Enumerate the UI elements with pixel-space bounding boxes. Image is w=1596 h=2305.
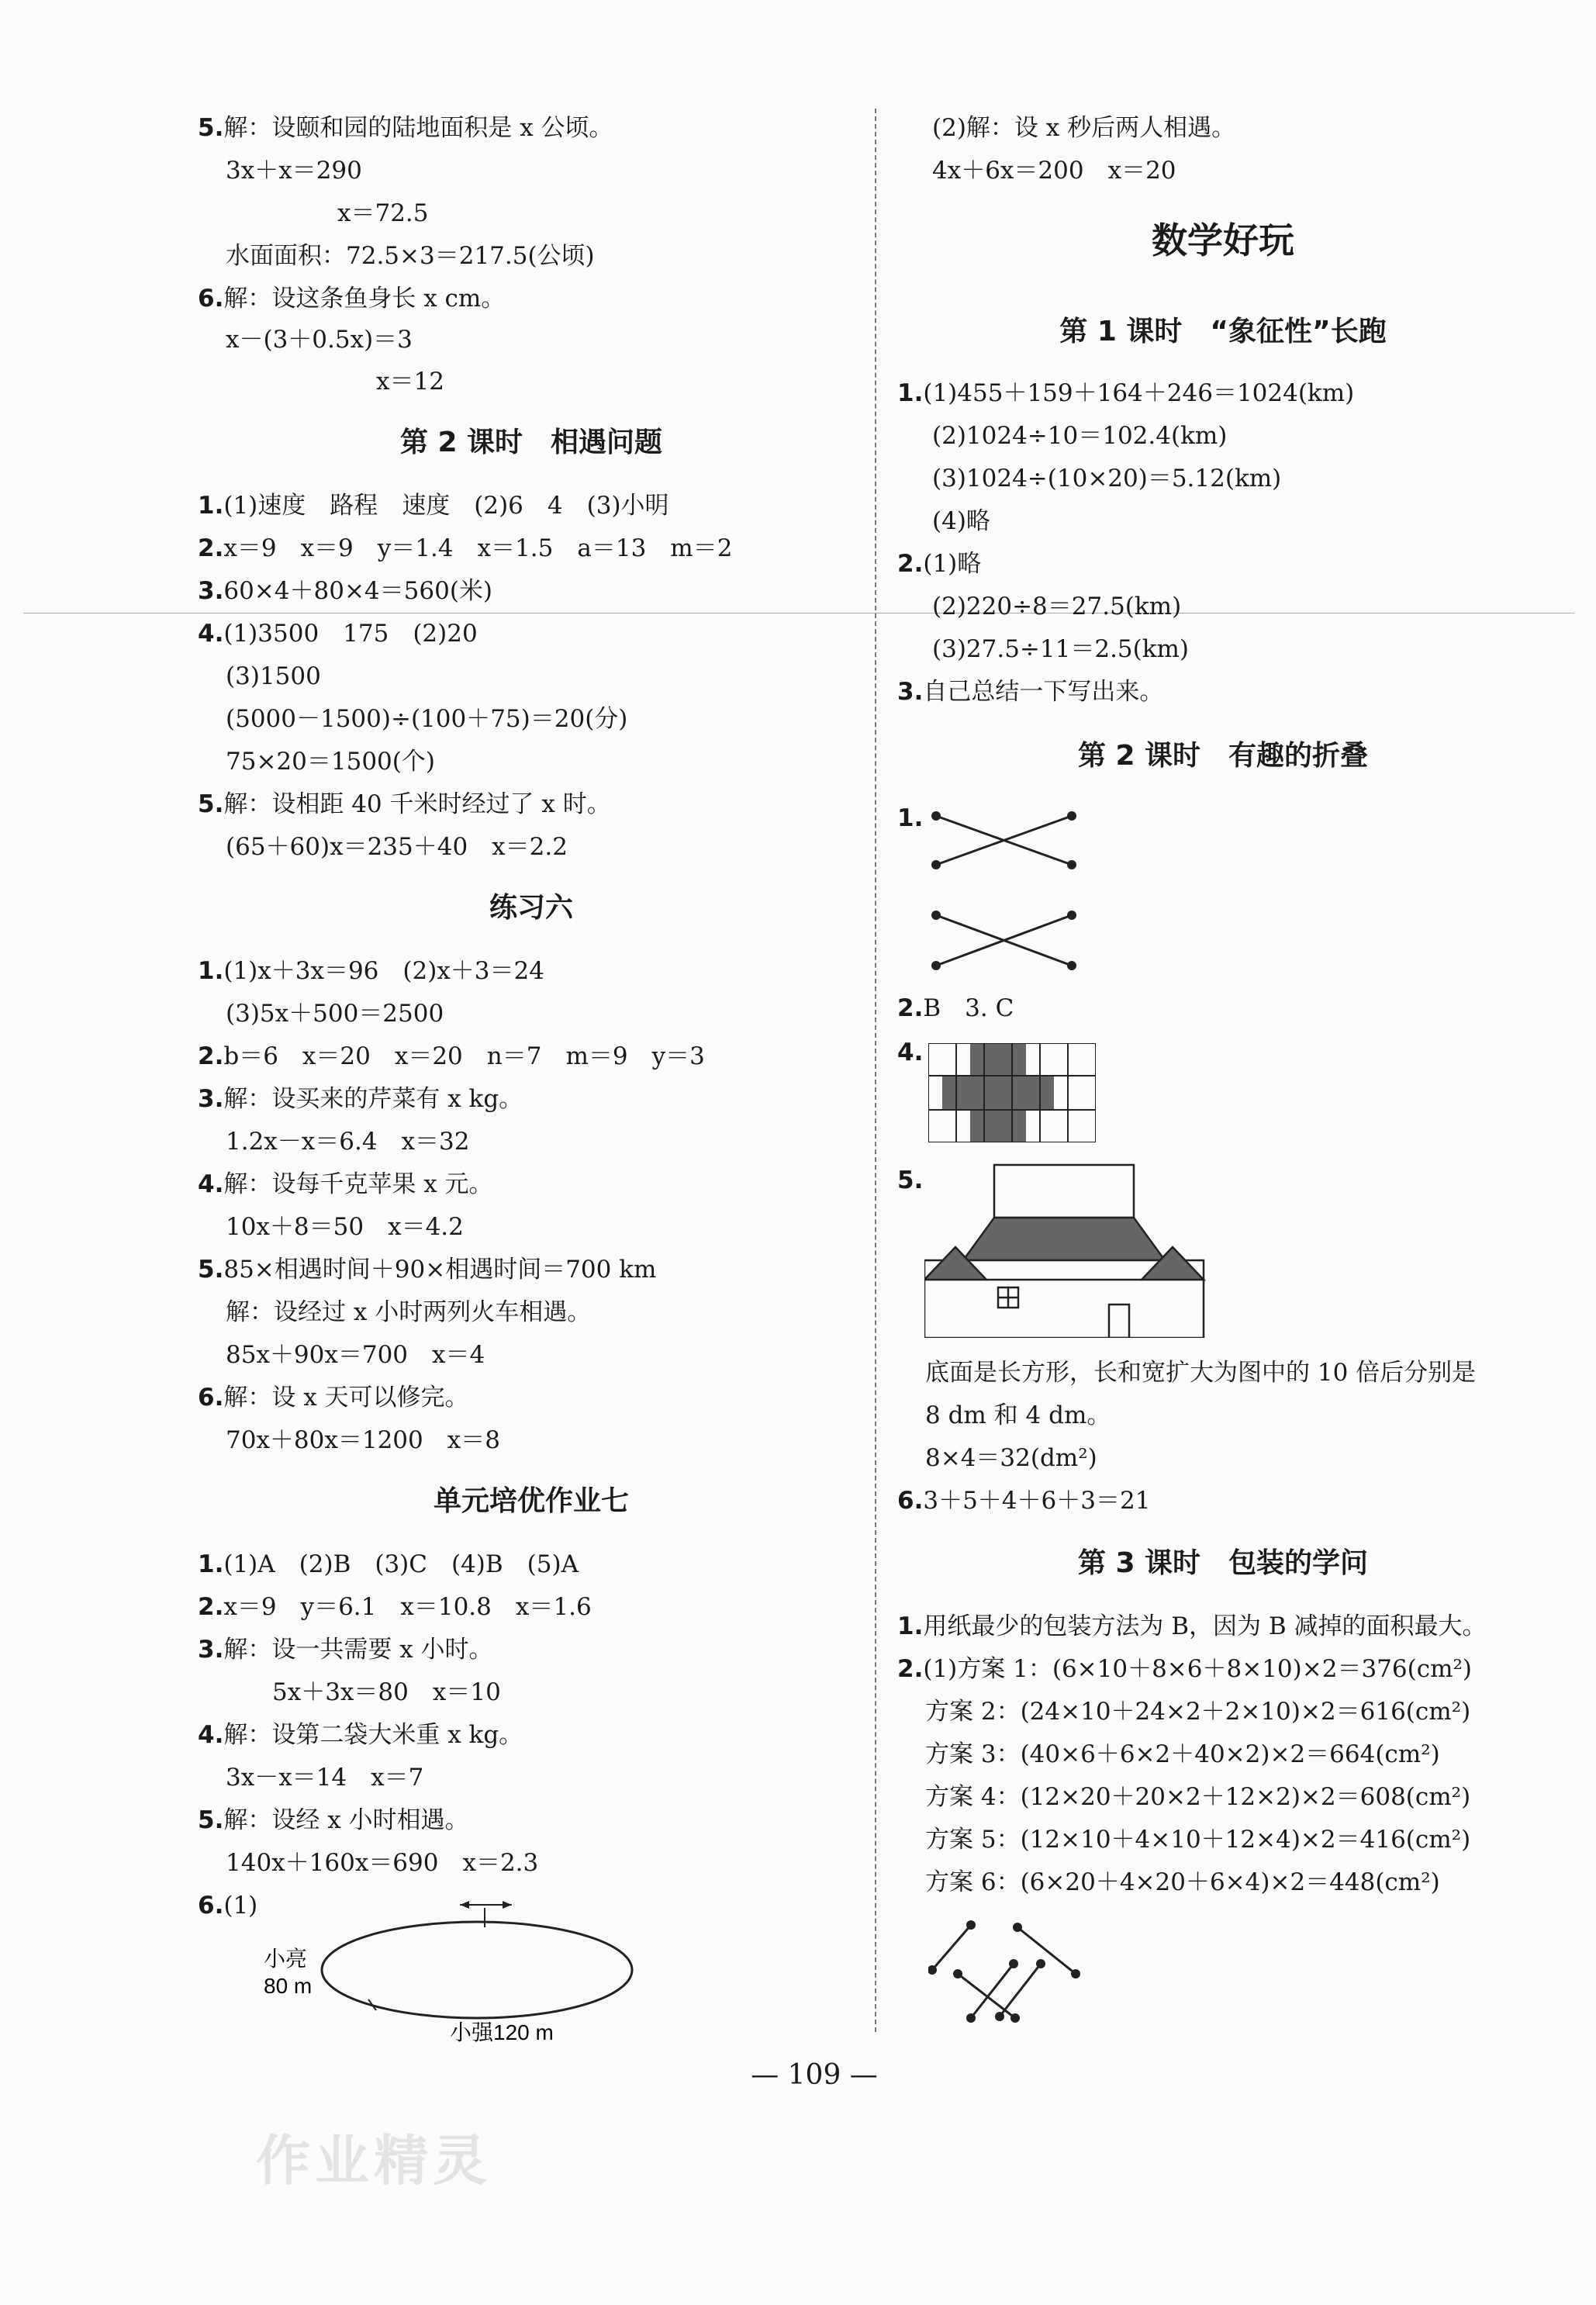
answer-line: 4x＋6x＝200 x＝20: [932, 157, 1176, 185]
answer-line: 1.2x－x＝6.4 x＝32: [226, 1128, 470, 1156]
answer-line: 1.(1)速度 路程 速度 (2)6 4 (3)小明: [198, 492, 669, 520]
page-number: — 109 —: [751, 2059, 878, 2091]
answer-line: 2.x＝9 x＝9 y＝1.4 x＝1.5 a＝13 m＝2: [198, 534, 733, 562]
answer-line: 3.60×4＋80×4＝560(米): [198, 577, 493, 605]
chapter-title: 数学好玩: [1152, 219, 1294, 261]
answer-line: x－(3＋0.5x)＝3: [226, 326, 413, 354]
answer-line: (2)1024÷10＝102.4(km): [932, 422, 1228, 450]
folding-crossed-lines-figure: [924, 799, 1080, 977]
answer-line: 5.解：设相距 40 千米时经过了 x 时。: [198, 790, 611, 818]
section-heading: 练习六: [489, 892, 573, 924]
answer-line: 70x＋80x＝1200 x＝8: [226, 1426, 500, 1454]
answer-line: 3.解：设一共需要 x 小时。: [198, 1636, 493, 1664]
answer-line: (4)略: [932, 507, 990, 535]
running-track-diagram: [260, 1885, 648, 2048]
answer-line: 3x＋x＝290: [226, 157, 362, 185]
answer-line: (2)220÷8＝27.5(km): [932, 593, 1182, 620]
answer-line: 2.x＝9 y＝6.1 x＝10.8 x＝1.6: [198, 1593, 592, 1621]
track-label: 小强120 m: [450, 2020, 554, 2044]
answer-line: 1.(1)x＋3x＝96 (2)x＋3＝24: [198, 957, 544, 985]
answer-line: 1.: [897, 804, 924, 832]
track-label: 小亮: [264, 1947, 308, 1971]
answer-line: 方案 2：(24×10＋24×2＋2×10)×2＝616(cm²): [925, 1698, 1471, 1726]
answer-line: 方案 4：(12×20＋20×2＋12×2)×2＝608(cm²): [925, 1783, 1471, 1811]
answer-line: 6.解：设 x 天可以修完。: [198, 1384, 469, 1412]
answer-line: 5.: [897, 1166, 924, 1194]
answer-line: 4.解：设每千克苹果 x 元。: [198, 1170, 493, 1198]
answer-line: 5x＋3x＝80 x＝10: [272, 1678, 501, 1706]
answer-line: 4.解：设第二袋大米重 x kg。: [198, 1721, 523, 1749]
section-heading: 第 2 课时 有趣的折叠: [1077, 740, 1369, 772]
section-heading: 第 3 课时 包装的学问: [1077, 1547, 1369, 1579]
answer-line: 6.3＋5＋4＋6＋3＝21: [897, 1487, 1151, 1515]
answer-line: 1.用纸最少的包装方法为 B，因为 B 减掉的面积最大。: [897, 1612, 1487, 1640]
answer-line: 2.B 3. C: [897, 994, 1014, 1022]
answer-line: 5.解：设经 x 小时相遇。: [198, 1806, 469, 1834]
answer-line: 1.(1)455＋159＋164＋246＝1024(km): [897, 379, 1355, 407]
answer-line: 2.b＝6 x＝20 x＝20 n＝7 m＝9 y＝3: [198, 1042, 705, 1070]
answer-line: 水面面积：72.5×3＝217.5(公顷): [226, 242, 595, 270]
section-heading: 单元培优作业七: [433, 1485, 629, 1517]
answer-line: 3.自己总结一下写出来。: [897, 678, 1164, 706]
answer-line: 8×4＝32(dm²): [925, 1444, 1097, 1472]
answer-line: 底面是长方形，长和宽扩大为图中的 10 倍后分别是: [925, 1359, 1477, 1387]
answer-line: (65＋60)x＝235＋40 x＝2.2: [226, 833, 568, 861]
answer-line: 6.解：设这条鱼身长 x cm。: [198, 285, 506, 313]
answer-line: 2.(1)略: [897, 550, 982, 578]
answer-line: (5000－1500)÷(100＋75)＝20(分): [226, 705, 628, 733]
track-label: 80 m: [264, 1974, 313, 1998]
section-heading: 第 2 课时 相遇问题: [399, 427, 663, 458]
answer-line: 方案 3：(40×6＋6×2＋40×2)×2＝664(cm²): [925, 1740, 1440, 1768]
answer-line: 3x－x＝14 x＝7: [226, 1764, 424, 1792]
answer-line: x＝12: [376, 368, 444, 396]
answer-line: 8 dm 和 4 dm。: [925, 1401, 1111, 1429]
answer-line: (2)解：设 x 秒后两人相遇。: [932, 114, 1236, 142]
answer-line: 5.解：设颐和园的陆地面积是 x 公顷。: [198, 114, 613, 142]
answer-line: 解：设经过 x 小时两列火车相遇。: [226, 1298, 592, 1326]
answer-line: (3)5x＋500＝2500: [226, 1000, 444, 1028]
answer-line: 85x＋90x＝700 x＝4: [226, 1341, 485, 1369]
answer-line: (3)1500: [226, 662, 321, 690]
answer-line: x＝72.5: [337, 199, 429, 227]
answer-line: 方案 5：(12×10＋4×10＋12×4)×2＝416(cm²): [925, 1826, 1471, 1854]
answer-line: 140x＋160x＝690 x＝2.3: [226, 1849, 539, 1877]
answer-line: 4.: [897, 1038, 924, 1066]
answer-line: 6.(1): [198, 1892, 258, 1920]
answer-line: 5.85×相遇时间＋90×相遇时间＝700 km: [198, 1256, 657, 1284]
packaging-lines-figure: [928, 1916, 1161, 2032]
answer-line: 4.(1)3500 175 (2)20: [198, 620, 478, 648]
answer-line: 1.(1)A (2)B (3)C (4)B (5)A: [198, 1550, 579, 1578]
answer-line: 10x＋8＝50 x＝4.2: [226, 1213, 464, 1241]
answer-line: 方案 6：(6×20＋4×20＋6×4)×2＝448(cm²): [925, 1868, 1440, 1896]
answer-line: 75×20＝1500(个): [226, 748, 435, 776]
answer-line: (3)1024÷(10×20)＝5.12(km): [932, 465, 1282, 492]
cross-grid-figure: [928, 1043, 1096, 1142]
house-net-figure: [924, 1163, 1211, 1338]
column-divider: [875, 109, 876, 2032]
answer-line: 3.解：设买来的芹菜有 x kg。: [198, 1085, 523, 1113]
answer-line: 2.(1)方案 1：(6×10＋8×6＋8×10)×2＝376(cm²): [897, 1655, 1472, 1683]
section-heading: 第 1 课时 “象征性”长跑: [1059, 316, 1387, 347]
watermark: 作业精灵: [256, 2129, 492, 2193]
answer-line: (3)27.5÷11＝2.5(km): [932, 635, 1190, 663]
